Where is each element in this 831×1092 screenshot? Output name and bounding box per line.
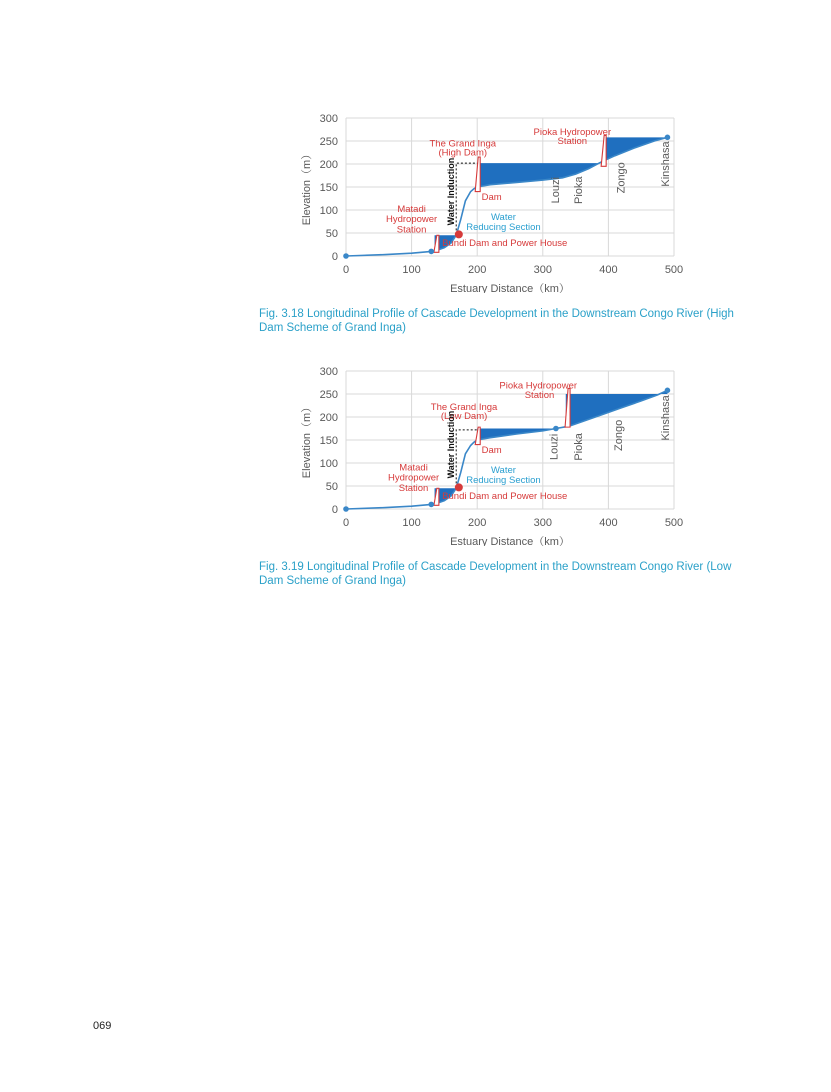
annotation-label: Hydropower bbox=[385, 214, 438, 226]
vertical-location-label: Zongo bbox=[612, 419, 625, 452]
vertical-location-label: Pioka bbox=[572, 433, 585, 461]
x-tick-label: 300 bbox=[533, 517, 552, 529]
x-tick-label: 0 bbox=[342, 264, 350, 276]
vertical-location-label: Zongo bbox=[615, 162, 628, 194]
y-tick-label: 150 bbox=[319, 182, 338, 194]
annotation-label: Water bbox=[490, 464, 516, 476]
x-tick-label: 200 bbox=[468, 517, 487, 529]
annotation-label: Bundi Dam and Power House bbox=[442, 238, 568, 250]
annotation-label: Station bbox=[398, 482, 429, 494]
profile-chart-high-dam bbox=[296, 108, 696, 293]
y-tick-label: 0 bbox=[331, 251, 338, 263]
x-axis-label: Estuary Distance（km） bbox=[450, 283, 570, 293]
annotation-label: Dam bbox=[481, 445, 502, 457]
annotation-label: Dam bbox=[481, 192, 502, 204]
vertical-location-label: Pioka bbox=[572, 176, 585, 204]
y-axis-label: Elevation（m） bbox=[301, 148, 313, 226]
figure-caption-3-19: Fig. 3.19 Longitudinal Profile of Cascade Development in the Downstream Congo River (Low Dam Scheme of Grand Inga) bbox=[259, 561, 732, 587]
y-tick-label: 150 bbox=[319, 435, 338, 447]
profile-chart-low-dam bbox=[296, 361, 696, 546]
y-tick-label: 300 bbox=[319, 366, 338, 378]
x-tick-label: 0 bbox=[342, 517, 350, 529]
annotation-label: Matadi bbox=[399, 462, 428, 474]
x-tick-label: 300 bbox=[533, 264, 552, 276]
annotation-label: Station bbox=[557, 136, 588, 147]
x-tick-label: 400 bbox=[599, 264, 618, 276]
annotation-label: Pioka Hydropower bbox=[499, 380, 578, 392]
annotation-label: Bundi Dam and Power House bbox=[442, 491, 568, 503]
x-tick-label: 100 bbox=[402, 517, 421, 529]
annotation-label: Reducing Section bbox=[466, 475, 541, 487]
y-tick-label: 250 bbox=[319, 389, 338, 401]
y-tick-label: 200 bbox=[319, 159, 338, 171]
data-point bbox=[428, 249, 434, 255]
y-tick-label: 50 bbox=[325, 481, 338, 493]
vertical-location-label: Louzi bbox=[548, 433, 561, 461]
figure-caption-3-18: Fig. 3.18 Longitudinal Profile of Cascade Development in the Downstream Congo River (High Dam Scheme of Grand Inga) bbox=[259, 308, 734, 334]
x-tick-label: 500 bbox=[664, 264, 684, 276]
annotation-label: Matadi bbox=[397, 204, 426, 216]
x-tick-label: 100 bbox=[402, 264, 421, 276]
vertical-location-label: Water Induction bbox=[445, 410, 456, 479]
annotation-label: The Grand Inga bbox=[429, 138, 497, 150]
annotation-label: Pioka Hydropower bbox=[533, 126, 612, 138]
annotation-label: Station bbox=[524, 389, 555, 401]
data-point bbox=[665, 135, 671, 141]
x-tick-label: 200 bbox=[468, 264, 487, 276]
page-number: 069 bbox=[93, 1020, 112, 1032]
chart-figure-3-18 bbox=[296, 108, 696, 293]
y-tick-label: 100 bbox=[319, 458, 338, 470]
x-tick-label: 400 bbox=[599, 517, 618, 529]
annotation-label: Reducing Section bbox=[466, 222, 541, 234]
data-point bbox=[343, 253, 349, 259]
dam-marker bbox=[601, 135, 606, 166]
annotation-label: The Grand Inga bbox=[430, 401, 498, 413]
vertical-location-label: Louzi bbox=[549, 177, 562, 204]
vertical-location-label: Kinshasa bbox=[660, 141, 673, 187]
annotation-label: (High Dam) bbox=[438, 147, 488, 159]
x-tick-label: 500 bbox=[664, 517, 684, 529]
data-point bbox=[428, 502, 434, 508]
data-point bbox=[553, 426, 559, 432]
y-tick-label: 50 bbox=[325, 228, 338, 240]
y-tick-label: 100 bbox=[319, 205, 338, 217]
y-tick-label: 300 bbox=[319, 113, 338, 125]
y-tick-label: 250 bbox=[319, 136, 338, 148]
vertical-location-label: Kinshasa bbox=[660, 395, 673, 441]
x-axis-label: Estuary Distance（km） bbox=[450, 536, 570, 546]
annotation-label: Station bbox=[396, 224, 427, 236]
y-tick-label: 200 bbox=[319, 412, 338, 424]
dam-marker bbox=[475, 157, 480, 192]
y-tick-label: 0 bbox=[331, 504, 338, 516]
data-point bbox=[343, 506, 349, 512]
annotation-label: Water bbox=[490, 211, 516, 223]
data-point bbox=[665, 388, 671, 394]
annotation-label: (Low Dam) bbox=[440, 411, 488, 423]
y-axis-label: Elevation（m） bbox=[301, 401, 313, 479]
vertical-location-label: Water Induction bbox=[445, 157, 456, 226]
chart-figure-3-19 bbox=[296, 361, 696, 546]
annotation-label: Hydropower bbox=[387, 472, 440, 484]
